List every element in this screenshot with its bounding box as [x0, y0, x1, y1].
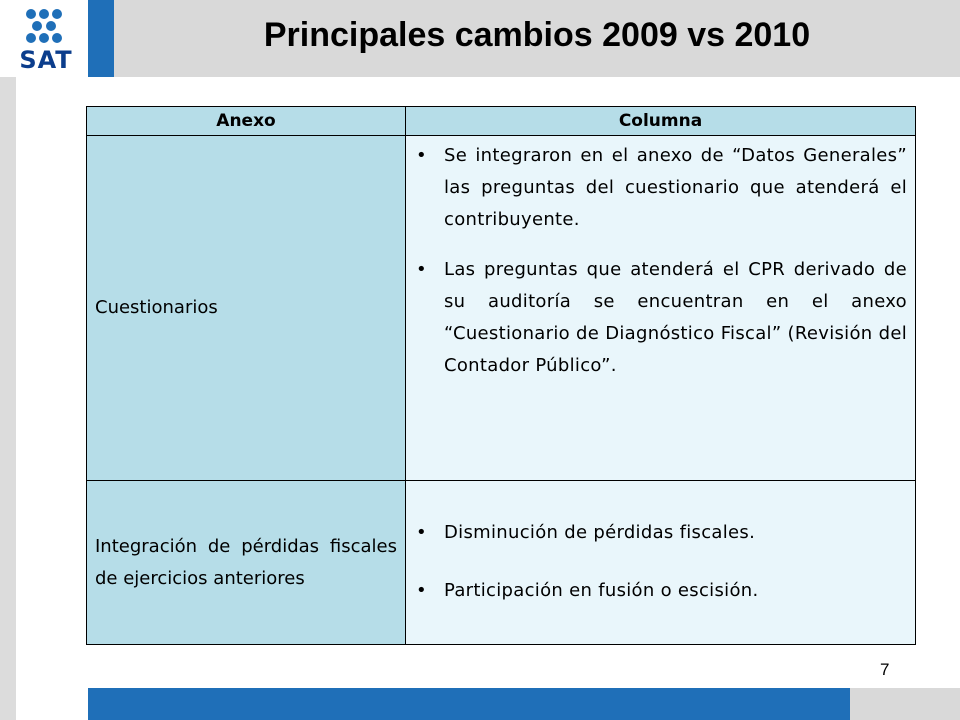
- table-header-row: [87, 107, 916, 136]
- header-columna: Columna: [406, 107, 916, 136]
- left-gray-strip: [0, 0, 16, 720]
- cell-anexo: Cuestionarios: [87, 136, 406, 481]
- list-item-text: Disminución de pérdidas fiscales.: [444, 522, 756, 543]
- bullet-icon: •: [416, 145, 427, 166]
- header-blue-divider: [88, 0, 114, 77]
- list-item: [414, 575, 907, 607]
- cell-columna: [406, 481, 916, 645]
- page-number: 7: [880, 660, 890, 679]
- header-anexo: Anexo: [87, 107, 406, 136]
- footer-blue-band: [88, 688, 850, 720]
- bullet-icon: •: [416, 259, 427, 280]
- bullet-icon: •: [416, 522, 427, 543]
- sat-logo-dots-icon: [24, 8, 64, 44]
- sat-logo-text: SAT: [19, 46, 73, 74]
- bullet-list: [414, 517, 907, 607]
- table-row: [87, 481, 916, 645]
- list-item: [414, 517, 907, 549]
- bullet-icon: •: [416, 580, 427, 601]
- page-title: Principales cambios 2009 vs 2010: [263, 16, 811, 54]
- list-item-text: Las preguntas que atenderá el CPR derivado de su auditoría se encuentran en el anexo “Cuestionario de Diagnóstico Fiscal” (Revisión del Contador Público”.: [444, 259, 907, 376]
- changes-table: [86, 106, 916, 645]
- list-item: [414, 254, 907, 382]
- footer-gray-band: [850, 688, 960, 720]
- list-item: [414, 140, 907, 236]
- bullet-list: [414, 140, 907, 382]
- list-item-text: Participación en fusión o escisión.: [444, 580, 759, 601]
- list-item-text: Se integraron en el anexo de “Datos Generales” las preguntas del cuestionario que atenderá el contribuyente.: [444, 145, 907, 230]
- cell-anexo: Integración de pérdidas fiscales de ejercicios anteriores: [87, 481, 406, 645]
- sat-logo: [0, 0, 88, 77]
- table-row: [87, 136, 916, 481]
- cell-columna: [406, 136, 916, 481]
